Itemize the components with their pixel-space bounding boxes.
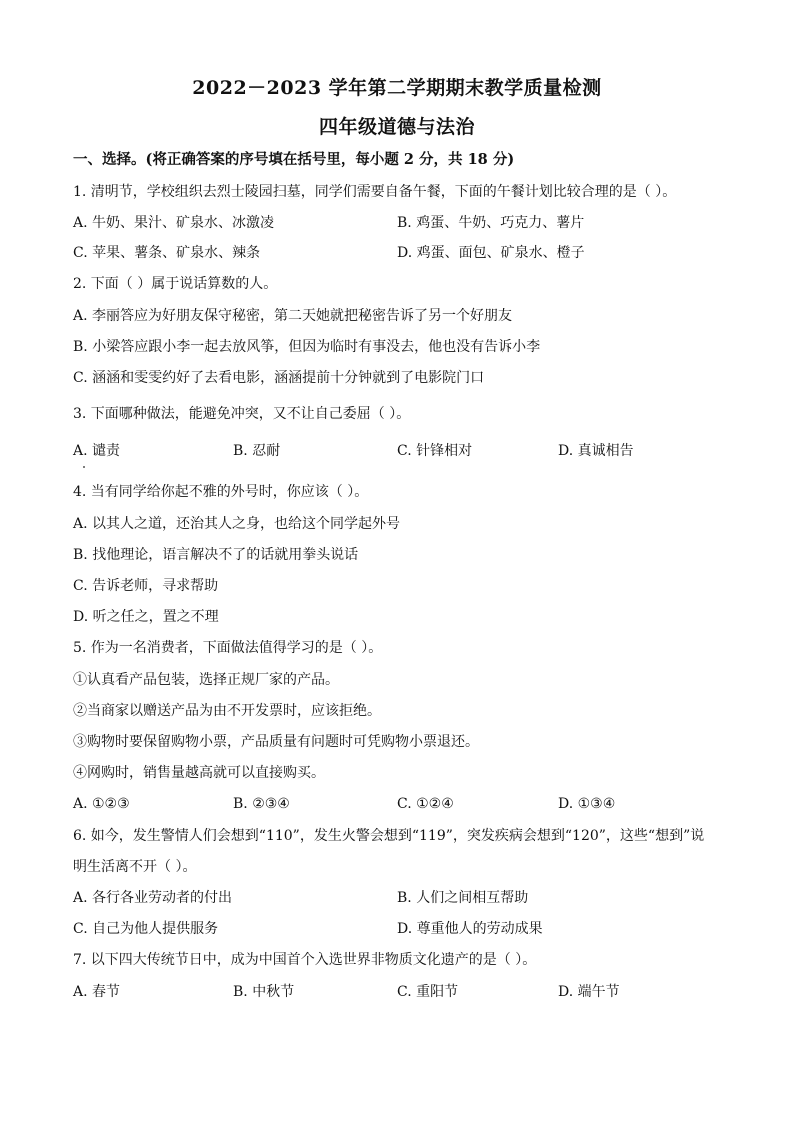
question-4-stem: 4. 当有同学给你起不雅的外号时，你应该（ ）。 <box>73 484 369 500</box>
question-2-option-b: B. 小梁答应跟小李一起去放风筝，但因为临时有事没去，他也没有告诉小李 <box>73 339 541 355</box>
question-3-option-b: B. 忍耐 <box>233 443 281 459</box>
question-3-stem: 3. 下面哪种做法，能避免冲突，又不让自己委屈（ ）。 <box>73 406 411 422</box>
question-5-stem: 5. 作为一名消费者，下面做法值得学习的是（ ）。 <box>73 640 383 656</box>
question-5-statement-4: ④网购时，销售量越高就可以直接购买。 <box>73 765 325 781</box>
question-5-statement-1: ①认真看产品包装，选择正规厂家的产品。 <box>73 672 339 688</box>
section-heading: 一、选择。(将正确答案的序号填在括号里，每小题 2 分，共 18 分) <box>73 151 515 168</box>
question-5-option-d: D. ①③④ <box>558 796 616 812</box>
question-3-option-d: D. 真诚相告 <box>558 443 634 459</box>
question-6-option-b: B. 人们之间相互帮助 <box>397 890 529 906</box>
question-7-option-d: D. 端午节 <box>558 984 620 1000</box>
question-1-stem: 1. 清明节，学校组织去烈士陵园扫墓，同学们需要自备午餐，下面的午餐计划比较合理的是（ ）。 <box>73 184 677 200</box>
question-2-option-c: C. 涵涵和雯雯约好了去看电影，涵涵提前十分钟就到了电影院门口 <box>73 370 485 386</box>
question-4-option-c: C. 告诉老师，寻求帮助 <box>73 578 219 594</box>
question-6-option-a: A. 各行各业劳动者的付出 <box>73 890 233 906</box>
question-1-option-a: A. 牛奶、果汁、矿泉水、冰激凌 <box>73 215 275 231</box>
question-2-option-a: A. 李丽答应为好朋友保守秘密，第二天她就把秘密告诉了另一个好朋友 <box>73 308 513 324</box>
question-6-stem-line-1: 6. 如今，发生警情人们会想到“110”，发生火警会想到“119”，突发疾病会想到“120”，这些“想到”说 <box>73 828 705 844</box>
question-5-statement-2: ②当商家以赠送产品为由不开发票时，应该拒绝。 <box>73 703 381 719</box>
question-3-option-a: A. 谴责 <box>73 443 121 459</box>
stray-mark <box>83 466 85 468</box>
question-2-stem: 2. 下面（ ）属于说话算数的人。 <box>73 276 278 292</box>
question-5-option-b: B. ②③④ <box>233 796 290 812</box>
question-6-option-d: D. 尊重他人的劳动成果 <box>397 921 543 937</box>
question-5-statement-3: ③购物时要保留购物小票，产品质量有问题时可凭购物小票退还。 <box>73 734 479 750</box>
question-4-option-b: B. 找他理论，语言解决不了的话就用拳头说话 <box>73 547 359 563</box>
question-7-option-c: C. 重阳节 <box>397 984 459 1000</box>
question-7-option-a: A. 春节 <box>73 984 121 1000</box>
question-1-option-d: D. 鸡蛋、面包、矿泉水、橙子 <box>397 245 585 261</box>
exam-subtitle: 四年级道德与法治 <box>318 116 475 138</box>
question-5-option-c: C. ①②④ <box>397 796 454 812</box>
question-1-option-c: C. 苹果、薯条、矿泉水、辣条 <box>73 245 261 261</box>
question-3-option-c: C. 针锋相对 <box>397 443 473 459</box>
question-4-option-d: D. 听之任之，置之不理 <box>73 609 219 625</box>
question-7-option-b: B. 中秋节 <box>233 984 295 1000</box>
question-5-option-a: A. ①②③ <box>73 796 130 812</box>
question-6-stem-line-2: 明生活离不开（ ）。 <box>73 859 197 875</box>
question-4-option-a: A. 以其人之道，还治其人之身，也给这个同学起外号 <box>73 516 401 532</box>
question-6-option-c: C. 自己为他人提供服务 <box>73 921 219 937</box>
question-7-stem: 7. 以下四大传统节日中，成为中国首个入选世界非物质文化遗产的是（ ）。 <box>73 952 537 968</box>
question-1-option-b: B. 鸡蛋、牛奶、巧克力、薯片 <box>397 215 585 231</box>
exam-title: 2022－2023 学年第二学期期末教学质量检测 <box>192 77 602 99</box>
